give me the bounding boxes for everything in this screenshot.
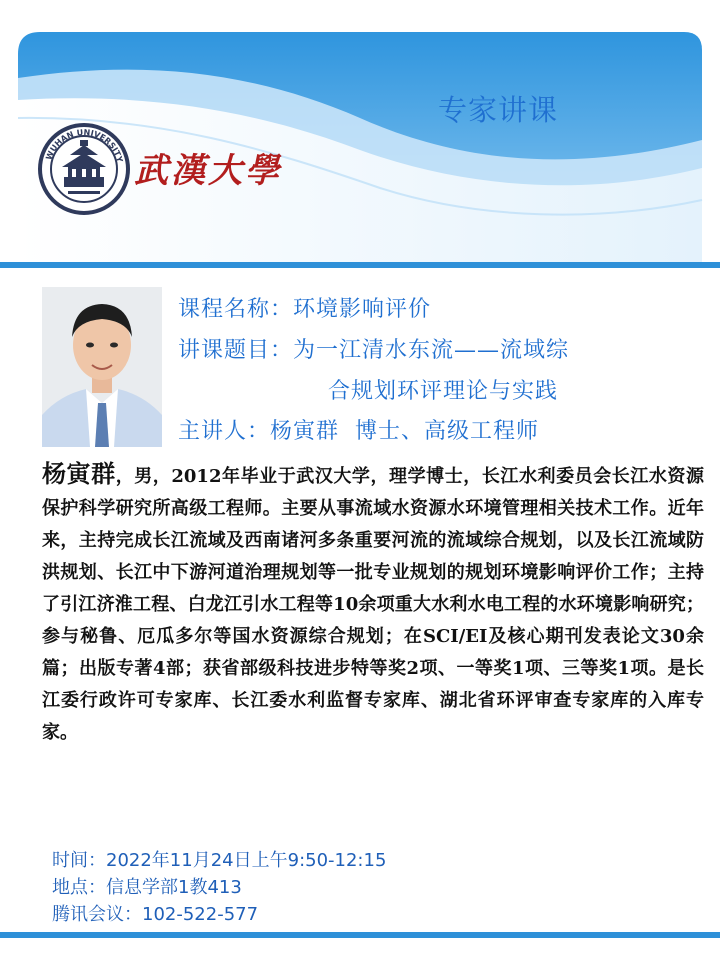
bio-name: 杨寅群 xyxy=(42,459,116,488)
bio-text: ，男，2012年毕业于武汉大学，理学博士，长江水利委员会长江水资源保护科学研究所高级工程师。主要从事流域水资源水环境管理相关技术工作。近年来，主持完成长江流域及西南诸河多条重要河流的流域综合规划，以及长江流域防洪规划、长江中下游河道治理规划等一批专业规划的规划环境影响评价工作；主持了引江济淮工程、白龙江引水工程等10余项重大水利水电工程的水环境影响研究；参与秘鲁、厄瓜多尔等国水资源综合规划；在SCI/EI及核心期刊发表论文30余篇；出版专著4部；获省部级科技进步特等奖2项、一等奖1项、三等奖1项。是长江委行政许可专家库、长江委水利监督专家库、湖北省环评审查专家库的入库专家。 xyxy=(42,466,704,743)
speaker-label: 主讲人： xyxy=(178,419,271,444)
course-name-label: 课程名称： xyxy=(178,297,294,322)
speaker-value: 杨寅群 博士、高级工程师 xyxy=(270,419,540,444)
lecture-topic-line xyxy=(178,333,569,364)
university-logo-text: 武漢大學 xyxy=(134,151,282,191)
speaker-line xyxy=(178,414,539,445)
bottom-divider xyxy=(0,932,720,938)
event-place: 地点：信息学部1教413 xyxy=(52,877,242,898)
course-name-line xyxy=(178,292,431,323)
lecture-topic-value-2: 合规划环评理论与实践 xyxy=(328,379,559,404)
speaker-bio xyxy=(42,458,704,749)
event-meeting: 腾讯会议：102-522-577 xyxy=(52,904,259,925)
university-seal-icon xyxy=(38,123,130,215)
seal-text: WUHAN UNIVERSITY xyxy=(44,127,125,164)
speaker-photo xyxy=(42,287,162,447)
lecture-topic-value-1: 为一江清水东流——流域综 xyxy=(293,338,570,363)
event-time: 时间：2022年11月24日上午9:50-12:15 xyxy=(52,850,387,871)
top-divider xyxy=(0,262,720,268)
header-title: 专家讲课 xyxy=(438,93,559,127)
lecture-topic-label: 讲课题目： xyxy=(178,338,294,363)
course-name-value: 环境影响评价 xyxy=(293,297,432,322)
